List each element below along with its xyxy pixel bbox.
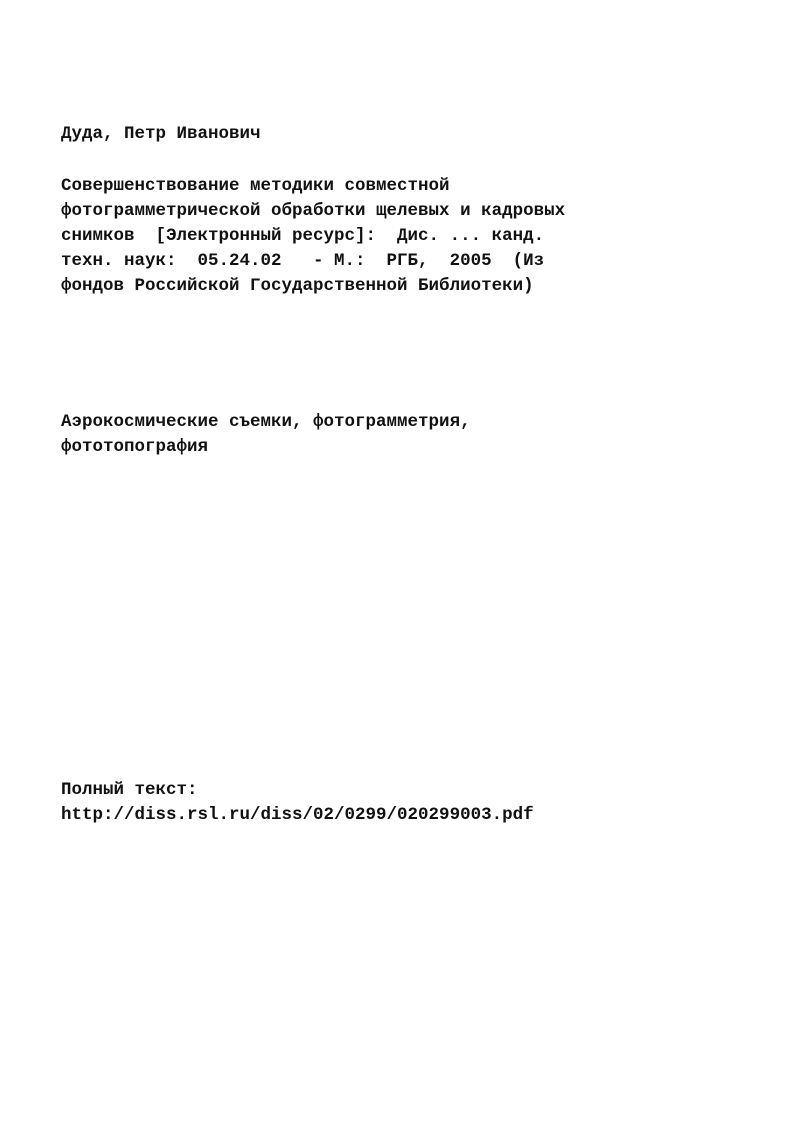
title-line-4: техн. наук: 05.24.02 - М.: РГБ, 2005 (Из <box>61 251 545 271</box>
fulltext-label: Полный текст: <box>61 780 198 800</box>
title-line-1: Совершенствование методики совместной <box>61 176 450 196</box>
fulltext-url[interactable]: http://diss.rsl.ru/diss/02/0299/020299003.pdf <box>61 805 534 825</box>
subject-line-2: фототопография <box>61 437 209 457</box>
author-name: Дуда, Петр Иванович <box>61 124 261 144</box>
title-line-3: снимков [Электронный ресурс]: Дис. ... канд. <box>61 226 545 246</box>
title-line-2: фотограмметрической обработки щелевых и кадровых <box>61 201 566 221</box>
title-line-5: фондов Российской Государственной Библиотеки) <box>61 276 534 296</box>
subject-line-1: Аэрокосмические съемки, фотограмметрия, <box>61 412 471 432</box>
